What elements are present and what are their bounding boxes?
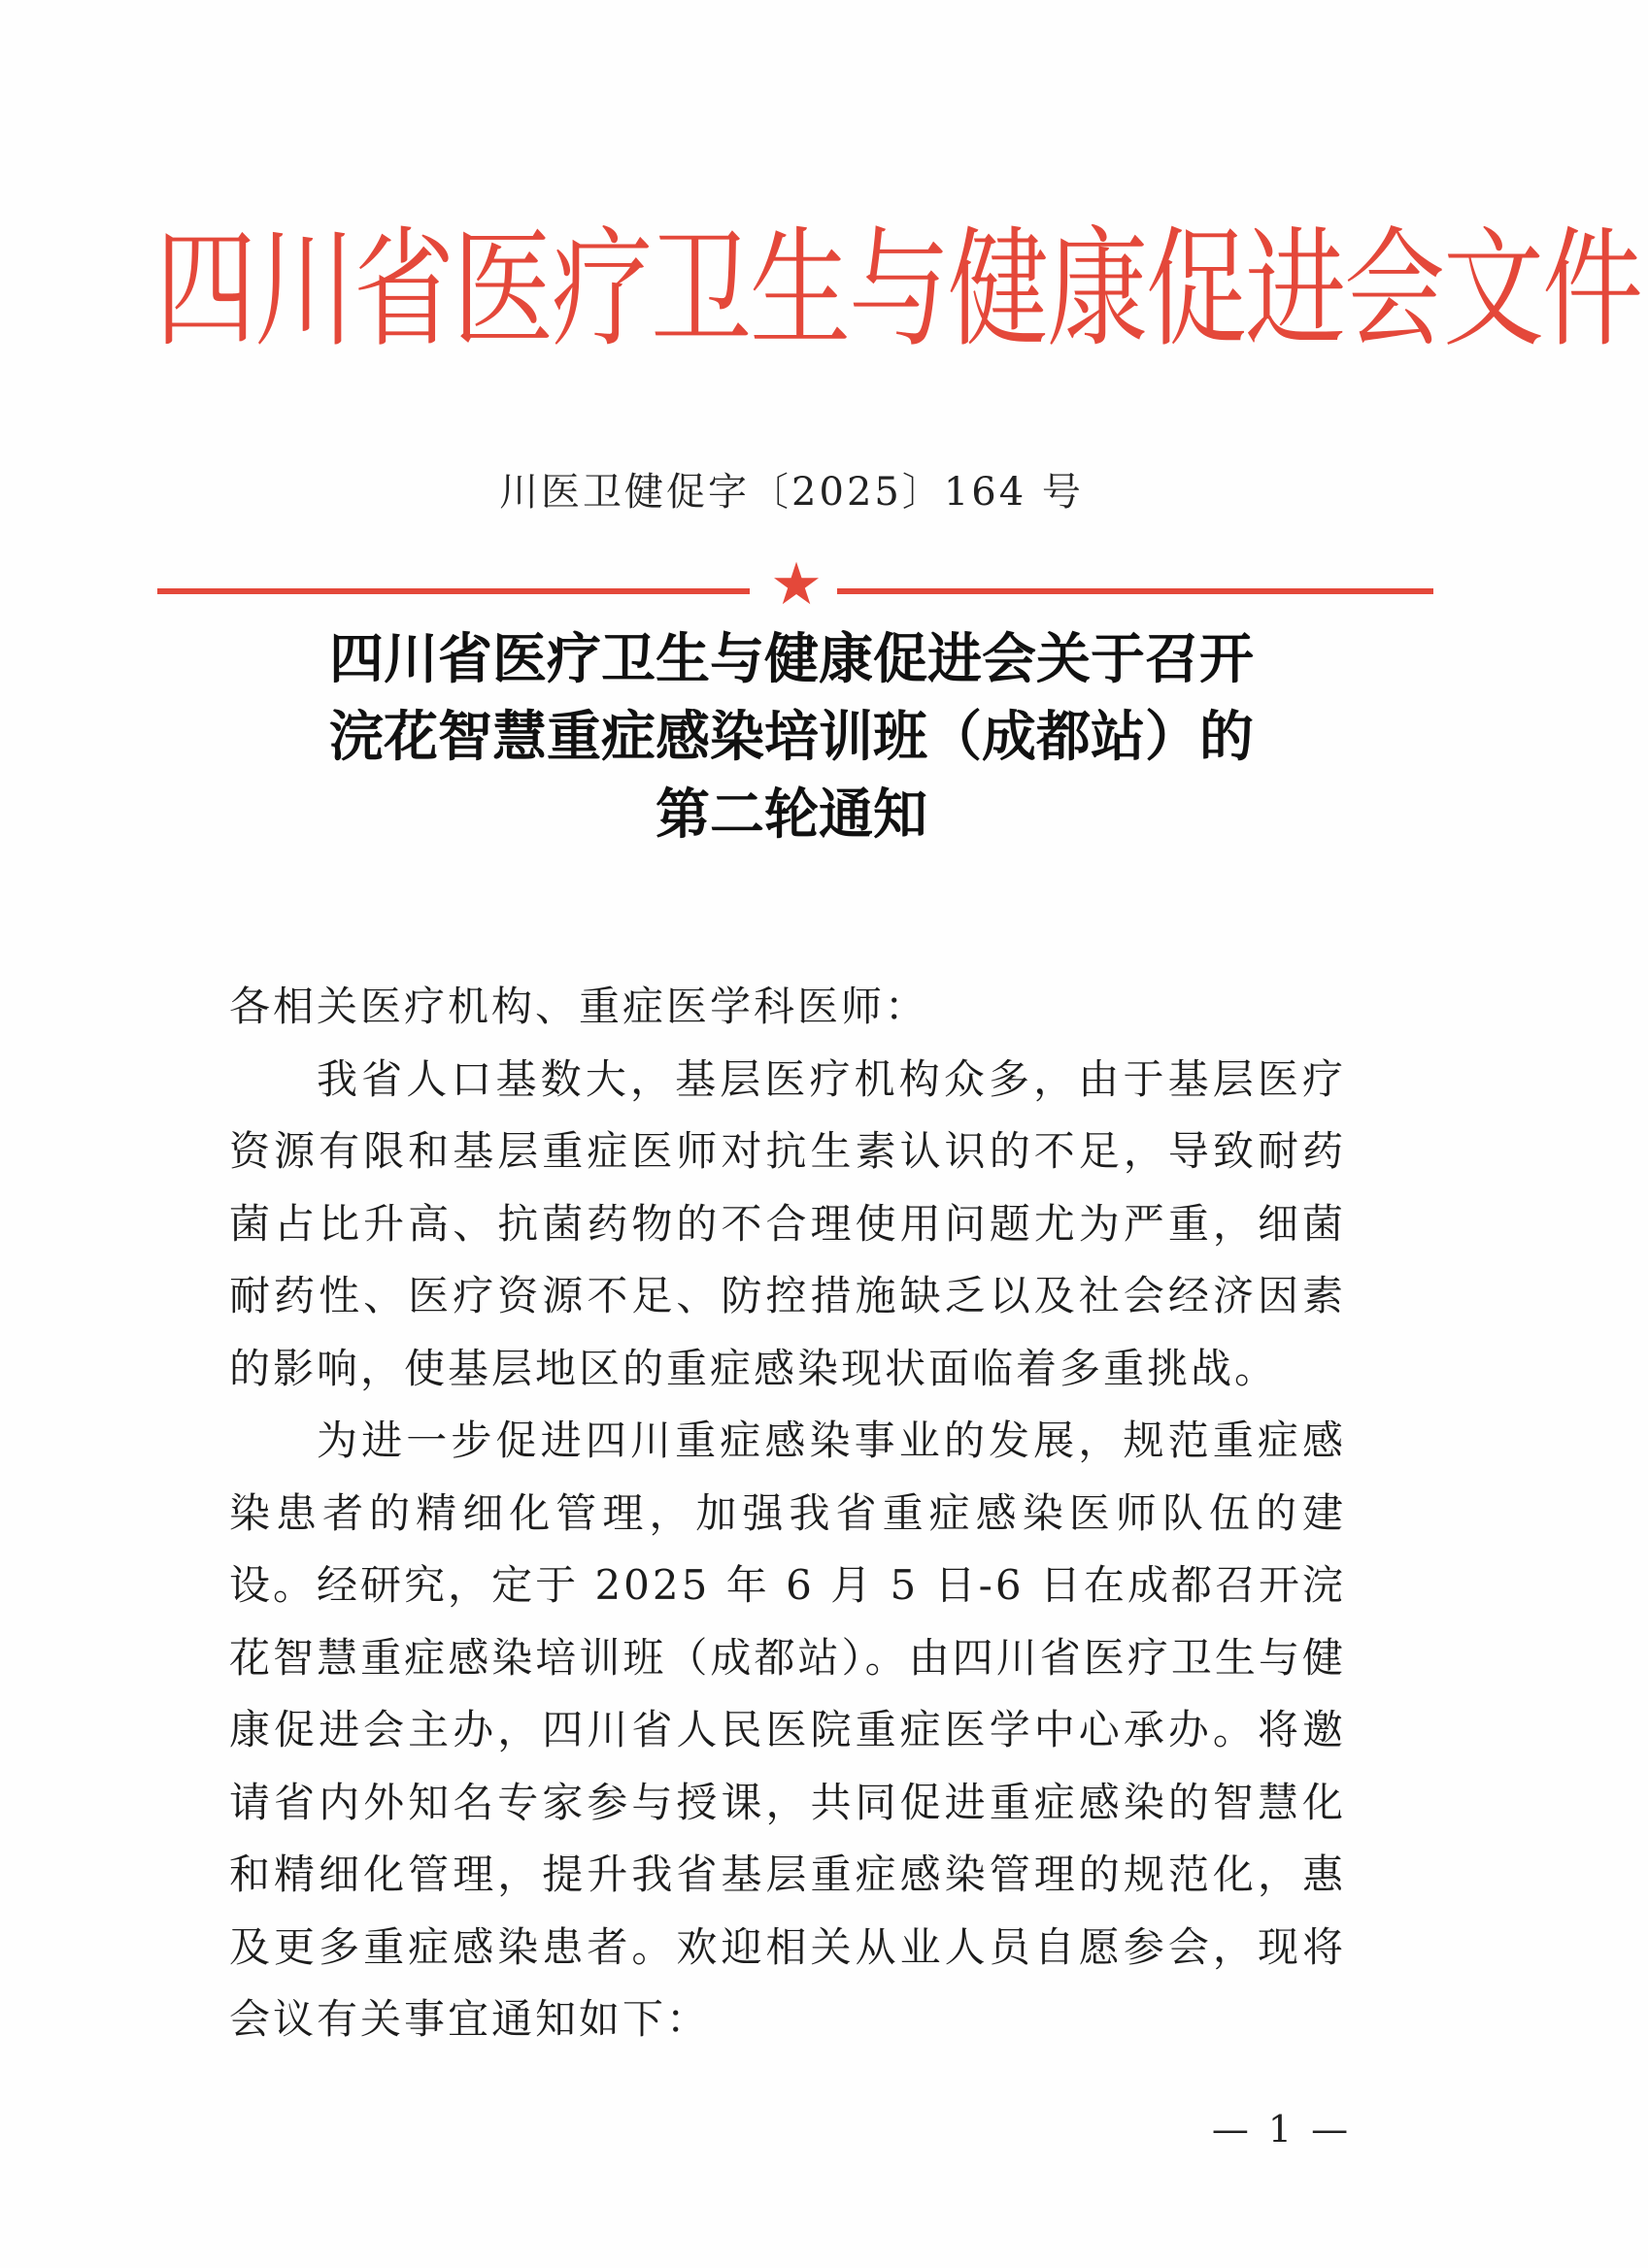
paragraph-meeting-info: 为进一步促进四川重症感染事业的发展，规范重症感染患者的精细化管理，加强我省重症感染医师队伍的建设。经研究，定于 2025 年 6 月 5 日-6 日在成都召开浣花智慧重症感染培训班（成都站）。由四川省医疗卫生与健康促进会主办，四川省人民医院重症医学中心承办。将邀请省内外知名专家参与授课，共同促进重症感染的智慧化和精细化管理，提升我省基层重症感染管理的规范化，惠及更多重症感染患者。欢迎相关从业人员自愿参会，现将会议有关事宜通知如下： <box>229 1417 1346 2043</box>
separator-line-right <box>837 588 1433 594</box>
paragraph-background: 我省人口基数大，基层医疗机构众多，由于基层医疗资源有限和基层重症医师对抗生素认识的不足，导致耐药菌占比升高、抗菌药物的不合理使用问题尤为严重，细菌耐药性、医疗资源不足、防控措施缺乏以及社会经济因素的影响，使基层地区的重症感染现状面临着多重挑战。 <box>229 1054 1346 1392</box>
notice-title <box>194 621 1389 854</box>
title-line-3: 第二轮通知 <box>656 784 927 847</box>
notice-body <box>229 971 1346 2056</box>
star-icon: ★ <box>770 550 823 618</box>
title-line-1: 四川省医疗卫生与健康促进会关于召开 <box>329 628 1254 691</box>
salutation: 各相关医疗机构、重症医学科医师： <box>229 983 929 1030</box>
page-number: — 1 — <box>1211 2108 1353 2151</box>
document-masthead: 四川省医疗卫生与健康促进会文件 <box>155 213 1642 366</box>
title-line-2: 浣花智慧重症感染培训班（成都站）的 <box>329 706 1254 769</box>
separator-line-left <box>157 588 750 594</box>
document-number: 川医卫健促字〔2025〕164 号 <box>499 470 1084 515</box>
